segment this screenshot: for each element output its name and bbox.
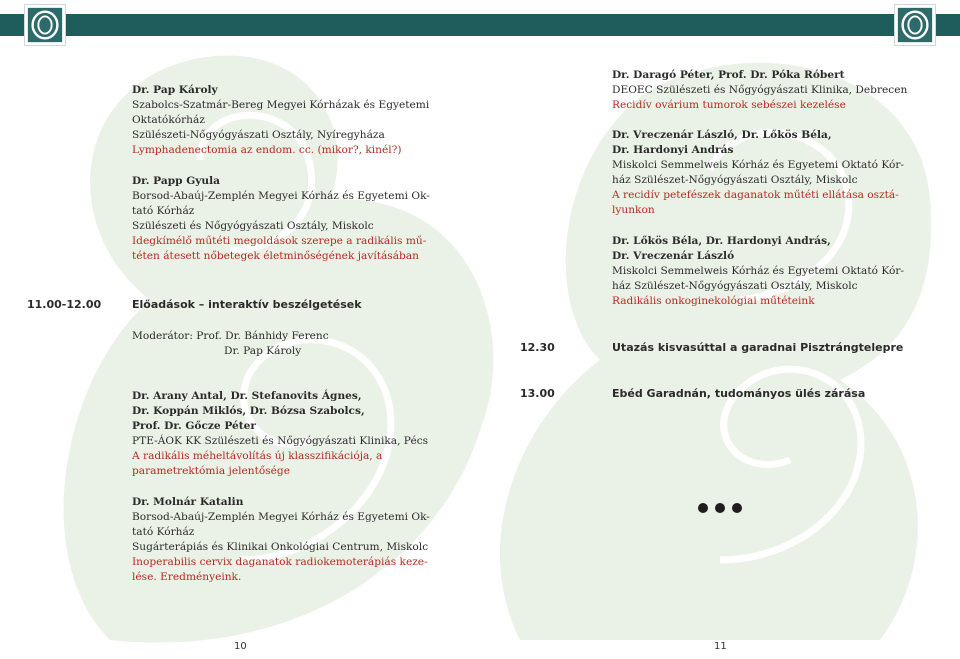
affiliation-line: ház Szülészet-Nőgyógyászati Osztály, Miskolc xyxy=(612,280,858,292)
society-emblem-icon-right xyxy=(894,4,936,46)
lecture-title: lyunkon xyxy=(612,204,655,216)
speaker-name: Dr. Vreczenár László, Dr. Lőkös Béla, xyxy=(612,129,832,141)
affiliation-line: Borsod-Abaúj-Zemplén Megyei Kórház és Egyetemi Ok- xyxy=(132,511,430,523)
lecture-title: parametrektómia jelentősége xyxy=(132,465,290,477)
affiliation-line: Szülészeti és Nőgyógyászati Osztály, Miskolc xyxy=(132,220,374,232)
session-time: 13.00 xyxy=(520,387,555,400)
lecture-title: lése. Eredményeink. xyxy=(132,571,242,583)
lecture-title: A radikális méheltávolítás új klasszifikációja, a xyxy=(132,450,383,462)
affiliation-line: Szülészeti-Nőgyógyászati Osztály, Nyíregyháza xyxy=(132,129,385,141)
affiliation-line: Oktatókórház xyxy=(132,114,205,126)
affiliation-line: Sugárterápiás és Klinikai Onkológiai Centrum, Miskolc xyxy=(132,541,429,553)
lecture-entry xyxy=(132,174,430,264)
page-number-left: 10 xyxy=(234,641,247,652)
speaker-name: Prof. Dr. Gőcze Péter xyxy=(132,420,256,432)
affiliation-line: Miskolci Semmelweis Kórház és Egyetemi Oktató Kór- xyxy=(612,159,905,171)
affiliation-line: tató Kórház xyxy=(132,205,195,217)
session-heading: Ebéd Garadnán, tudományos ülés zárása xyxy=(612,387,866,400)
speaker-name: Dr. Koppán Miklós, Dr. Bózsa Szabolcs, xyxy=(132,405,365,417)
speaker-name: Dr. Arany Antal, Dr. Stefanovits Ágnes, xyxy=(132,390,362,402)
affiliation-line: DEOEC Szülészeti és Nőgyógyászati Klinika, Debrecen xyxy=(612,84,908,96)
moderator-line: Dr. Pap Károly xyxy=(224,345,302,357)
page-number-right: 11 xyxy=(714,641,727,652)
speaker-name: Dr. Vreczenár László xyxy=(612,250,735,262)
lecture-entry xyxy=(132,495,430,585)
session-heading: Utazás kisvasúttal a garadnai Pisztrángtelepre xyxy=(612,341,904,354)
lecture-entry xyxy=(132,389,428,479)
speaker-name: Dr. Pap Károly xyxy=(132,84,218,96)
lecture-entry xyxy=(132,83,429,158)
speaker-name: Dr. Papp Gyula xyxy=(132,175,221,187)
lecture-title: Inoperabilis cervix daganatok radiokemoterápiás keze- xyxy=(132,556,428,568)
header-band xyxy=(0,14,960,36)
lecture-entry xyxy=(612,128,904,218)
lecture-title: Radikális onkoginekológiai műtéteink xyxy=(612,295,815,307)
lecture-title: Recidív ovárium tumorok sebészei kezelése xyxy=(612,99,846,111)
session-time: 11.00-12.00 xyxy=(27,298,102,311)
speaker-name: Dr. Lőkös Béla, Dr. Hardonyi András, xyxy=(612,235,831,247)
speaker-name: Dr. Molnár Katalin xyxy=(132,496,244,508)
affiliation-line: tató Kórház xyxy=(132,526,195,538)
speaker-name: Dr. Daragó Péter, Prof. Dr. Póka Róbert xyxy=(612,69,845,81)
moderator-line: Moderátor: Prof. Dr. Bánhidy Ferenc xyxy=(132,330,329,342)
speaker-name: Dr. Hardonyi András xyxy=(612,144,734,156)
lecture-entry xyxy=(612,68,907,113)
affiliation-line: Szabolcs-Szatmár-Bereg Megyei Kórházak és Egyetemi xyxy=(132,99,430,111)
affiliation-line: ház Szülészet-Nőgyógyászati Osztály, Miskolc xyxy=(612,174,858,186)
lecture-title: Idegkímélő műtéti megoldások szerepe a radikális mű- xyxy=(132,235,427,247)
lecture-title: A recidív petefészek daganatok műtéti ellátása osztá- xyxy=(612,189,899,201)
society-emblem-icon xyxy=(24,4,66,46)
affiliation-line: Miskolci Semmelweis Kórház és Egyetemi Oktató Kór- xyxy=(612,265,905,277)
affiliation-line: Borsod-Abaúj-Zemplén Megyei Kórház és Egyetemi Ok- xyxy=(132,190,430,202)
moderator-block xyxy=(132,329,329,359)
lecture-entry xyxy=(612,234,904,309)
session-time: 12.30 xyxy=(520,341,555,354)
lecture-title: téten átesett nőbetegek életminőségének javításában xyxy=(132,250,419,262)
session-heading: Előadások – interaktív beszélgetések xyxy=(132,298,362,311)
lecture-title: Lymphadenectomia az endom. cc. (mikor?, kinél?) xyxy=(132,144,402,156)
affiliation-line: PTE-ÁOK KK Szülészeti és Nőgyógyászati Klinika, Pécs xyxy=(132,435,429,447)
